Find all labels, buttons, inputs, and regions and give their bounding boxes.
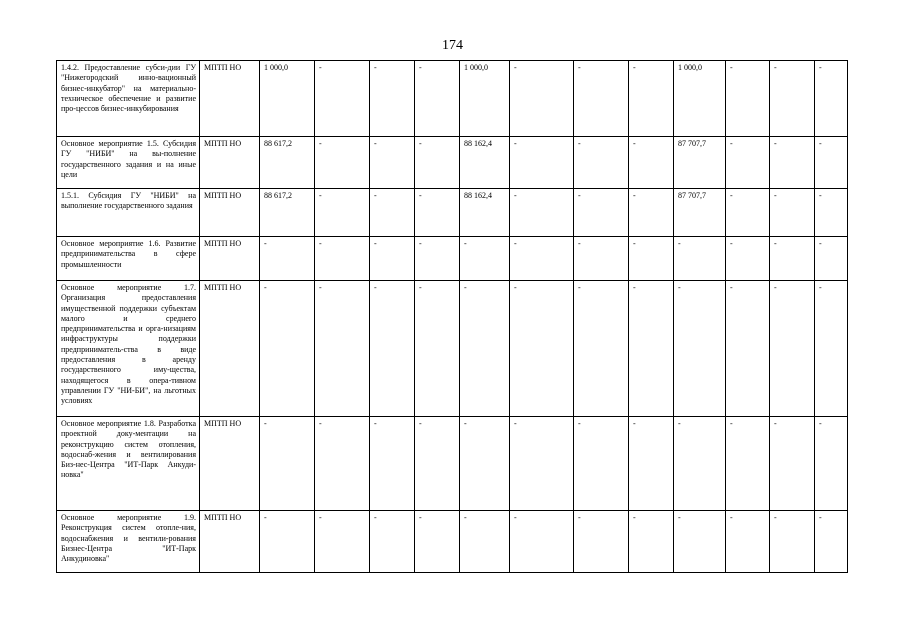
value-cell: - bbox=[415, 237, 460, 281]
value-cell: - bbox=[370, 417, 415, 511]
value-cell: - bbox=[629, 281, 674, 417]
executor-cell: МПТП НО bbox=[200, 61, 260, 137]
value-cell: - bbox=[315, 511, 370, 573]
value-cell: - bbox=[370, 511, 415, 573]
value-cell: - bbox=[315, 189, 370, 237]
page-number: 174 bbox=[442, 38, 463, 53]
executor-cell: МПТП НО bbox=[200, 137, 260, 189]
value-cell: - bbox=[510, 417, 574, 511]
executor-cell: МПТП НО bbox=[200, 237, 260, 281]
value-cell: - bbox=[629, 511, 674, 573]
activity-description: Основное мероприятие 1.8. Разработка проектной доку-ментации на реконструкцию систем отопления, водоснаб-жения и вентилирования Биз-нес-Центра "ИТ-Парк Анкуди-новка" bbox=[57, 417, 200, 511]
value-cell: - bbox=[574, 281, 629, 417]
value-cell: - bbox=[629, 61, 674, 137]
executor-cell: МПТП НО bbox=[200, 281, 260, 417]
value-cell: - bbox=[510, 511, 574, 573]
value-cell: - bbox=[726, 511, 770, 573]
value-cell: - bbox=[770, 61, 815, 137]
value-cell: - bbox=[415, 61, 460, 137]
value-cell: 87 707,7 bbox=[674, 189, 726, 237]
value-cell: - bbox=[415, 417, 460, 511]
value-cell: - bbox=[574, 189, 629, 237]
value-cell: - bbox=[629, 137, 674, 189]
value-cell: - bbox=[260, 237, 315, 281]
value-cell: - bbox=[370, 237, 415, 281]
value-cell: - bbox=[460, 281, 510, 417]
value-cell: - bbox=[510, 281, 574, 417]
table-body bbox=[57, 61, 848, 573]
value-cell: - bbox=[510, 237, 574, 281]
activity-description: 1.5.1. Субсидия ГУ "НИБИ" на выполнение государственного задания bbox=[57, 189, 200, 237]
value-cell: - bbox=[260, 281, 315, 417]
value-cell: 1 000,0 bbox=[674, 61, 726, 137]
table-row bbox=[57, 237, 848, 281]
value-cell: - bbox=[315, 417, 370, 511]
value-cell: - bbox=[770, 237, 815, 281]
executor-cell: МПТП НО bbox=[200, 417, 260, 511]
value-cell: - bbox=[510, 137, 574, 189]
value-cell: 1 000,0 bbox=[460, 61, 510, 137]
table-row bbox=[57, 137, 848, 189]
value-cell: - bbox=[726, 281, 770, 417]
activity-description: Основное мероприятие 1.5. Субсидия ГУ "НИБИ" на вы-полнение государственного задания и на иные цели bbox=[57, 137, 200, 189]
activity-description: 1.4.2. Предоставление субси-дии ГУ "Нижегородский инно-вационный бизнес-инкубатор" на материально-техническое обеспечение и развитие про-цессов бизнес-инкубирования bbox=[57, 61, 200, 137]
value-cell: - bbox=[674, 511, 726, 573]
value-cell: - bbox=[674, 417, 726, 511]
value-cell: - bbox=[629, 417, 674, 511]
table-row bbox=[57, 189, 848, 237]
value-cell: - bbox=[815, 511, 848, 573]
value-cell: - bbox=[510, 189, 574, 237]
value-cell: - bbox=[370, 61, 415, 137]
table-row bbox=[57, 417, 848, 511]
value-cell: - bbox=[315, 237, 370, 281]
value-cell: - bbox=[815, 281, 848, 417]
value-cell: - bbox=[415, 281, 460, 417]
value-cell: 88 617,2 bbox=[260, 189, 315, 237]
value-cell: - bbox=[674, 281, 726, 417]
value-cell: - bbox=[574, 417, 629, 511]
value-cell: - bbox=[370, 137, 415, 189]
value-cell: - bbox=[574, 137, 629, 189]
value-cell: - bbox=[315, 281, 370, 417]
value-cell: - bbox=[415, 137, 460, 189]
value-cell: - bbox=[629, 237, 674, 281]
value-cell: 88 162,4 bbox=[460, 189, 510, 237]
value-cell: - bbox=[510, 61, 574, 137]
value-cell: - bbox=[574, 237, 629, 281]
value-cell: - bbox=[415, 511, 460, 573]
value-cell: - bbox=[815, 237, 848, 281]
value-cell: - bbox=[726, 189, 770, 237]
table-row bbox=[57, 61, 848, 137]
value-cell: - bbox=[260, 511, 315, 573]
value-cell: - bbox=[370, 189, 415, 237]
value-cell: - bbox=[770, 417, 815, 511]
value-cell: - bbox=[574, 61, 629, 137]
value-cell: 1 000,0 bbox=[260, 61, 315, 137]
value-cell: - bbox=[815, 189, 848, 237]
value-cell: - bbox=[726, 237, 770, 281]
value-cell: - bbox=[770, 281, 815, 417]
value-cell: - bbox=[315, 61, 370, 137]
value-cell: - bbox=[770, 511, 815, 573]
budget-table bbox=[56, 60, 848, 573]
value-cell: - bbox=[726, 137, 770, 189]
value-cell: - bbox=[315, 137, 370, 189]
table-row bbox=[57, 281, 848, 417]
executor-cell: МПТП НО bbox=[200, 189, 260, 237]
value-cell: 87 707,7 bbox=[674, 137, 726, 189]
value-cell: - bbox=[629, 189, 674, 237]
value-cell: - bbox=[460, 237, 510, 281]
value-cell: - bbox=[726, 61, 770, 137]
value-cell: - bbox=[770, 137, 815, 189]
value-cell: - bbox=[815, 61, 848, 137]
value-cell: - bbox=[460, 417, 510, 511]
value-cell: - bbox=[415, 189, 460, 237]
value-cell: - bbox=[370, 281, 415, 417]
value-cell: - bbox=[674, 237, 726, 281]
executor-cell: МПТП НО bbox=[200, 511, 260, 573]
activity-description: Основное мероприятие 1.9. Реконструкция систем отопле-ния, водоснабжения и вентили-рования Бизнес-Центра "ИТ-Парк Анкудиновка" bbox=[57, 511, 200, 573]
value-cell: - bbox=[460, 511, 510, 573]
value-cell: - bbox=[815, 417, 848, 511]
activity-description: Основное мероприятие 1.7. Организация предоставления имущественной поддержки субъектам малого и среднего предпринимательства и орга-низациям инфраструктуры поддержки предприниматель-ства в виде предоставления в аренду государственного иму-щества, находящегося в опера-тивном управлении ГУ "НИ-БИ", на льготных условиях bbox=[57, 281, 200, 417]
value-cell: - bbox=[574, 511, 629, 573]
value-cell: - bbox=[726, 417, 770, 511]
value-cell: - bbox=[815, 137, 848, 189]
table-row bbox=[57, 511, 848, 573]
activity-description: Основное мероприятие 1.6. Развитие предпринимательства в сфере промышленности bbox=[57, 237, 200, 281]
value-cell: 88 162,4 bbox=[460, 137, 510, 189]
value-cell: 88 617,2 bbox=[260, 137, 315, 189]
value-cell: - bbox=[770, 189, 815, 237]
value-cell: - bbox=[260, 417, 315, 511]
